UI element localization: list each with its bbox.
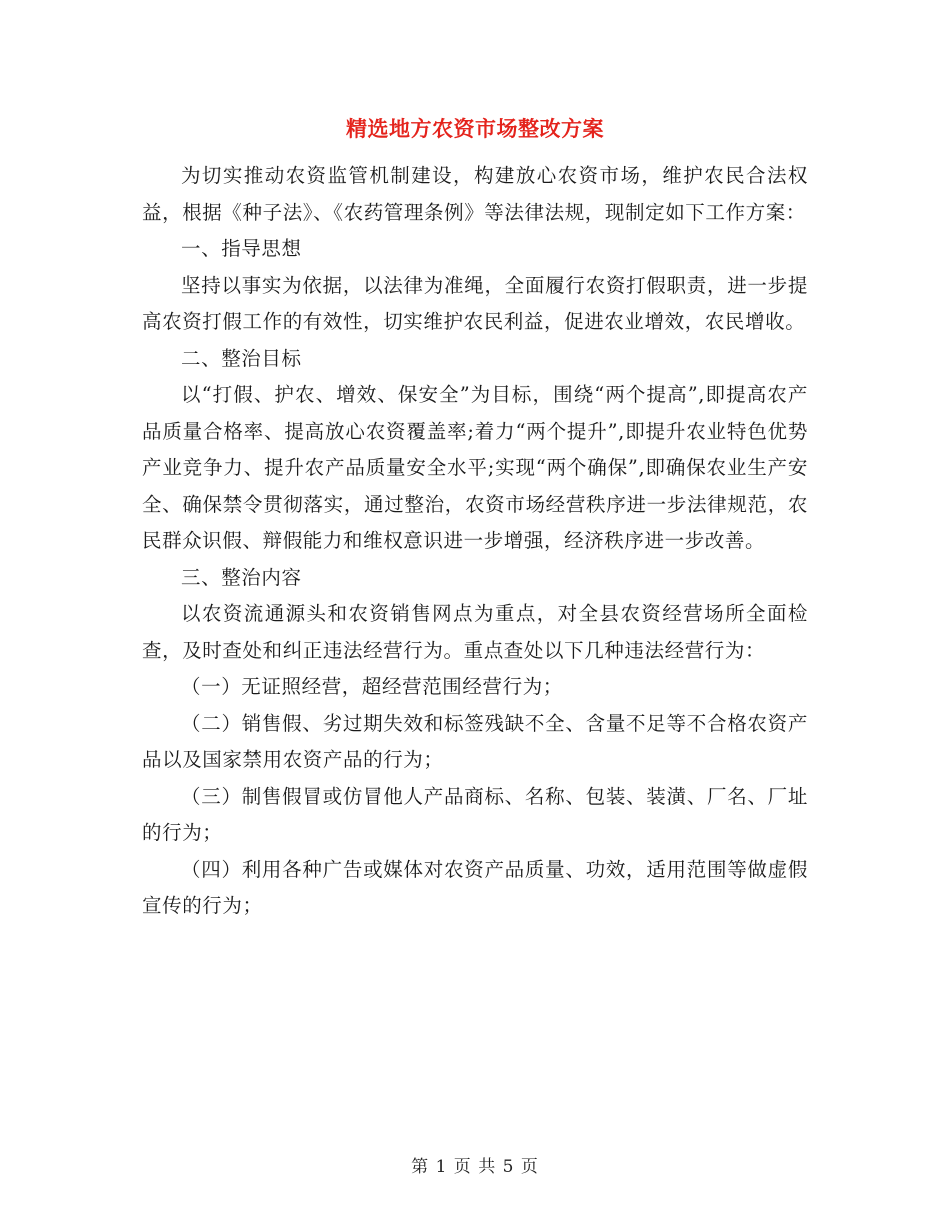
list-item-2: （二）销售假、劣过期失效和标签残缺不全、含量不足等不合格农资产品以及国家禁用农资产品的行为； (142, 711, 808, 771)
section-heading-goals: 二、整治目标 (181, 346, 302, 370)
list-item-3: （三）制售假冒或仿冒他人产品商标、名称、包装、装潢、厂名、厂址的行为； (142, 784, 808, 844)
list-item-1: （一）无证照经营，超经营范围经营行为； (181, 675, 563, 698)
page-title: 精选地方农资市场整改方案 (346, 117, 604, 141)
document-body (142, 158, 808, 925)
section-heading-content: 三、整治内容 (181, 565, 302, 589)
paragraph-guiding-principle: 坚持以事实为依据，以法律为准绳，全面履行农资打假职责，进一步提高农资打假工作的有效性，切实维护农民利益，促进农业增效，农民增收。 (142, 273, 808, 333)
page-number-footer: 第 1 页 共 5 页 (411, 1157, 539, 1177)
paragraph-goals: 以“打假、护农、增效、保安全”为目标，围绕“两个提高”,即提高农产品质量合格率、提高放心农资覆盖率;着力“两个提升”,即提升农业特色优势产业竞争力、提升农产品质量安全水平;实现“两个确保”,即确保农业生产安全、确保禁令贯彻落实，通过整治，农资市场经营秩序进一步法律规范，农民群众识假、辩假能力和维权意识进一步增强，经济秩序进一步改善。 (142, 383, 808, 552)
section-heading-guiding-principle: 一、指导思想 (181, 237, 302, 260)
paragraph-intro: 为切实推动农资监管机制建设，构建放心农资市场，维护农民合法权益，根据《种子法》、《农药管理条例》等法律法规，现制定如下工作方案： (142, 164, 808, 224)
list-item-4: （四）利用各种广告或媒体对农资产品质量、功效，适用范围等做虚假宣传的行为； (142, 857, 808, 917)
paragraph-content: 以农资流通源头和农资销售网点为重点，对全县农资经营场所全面检查，及时查处和纠正违法经营行为。重点查处以下几种违法经营行为： (142, 602, 808, 662)
